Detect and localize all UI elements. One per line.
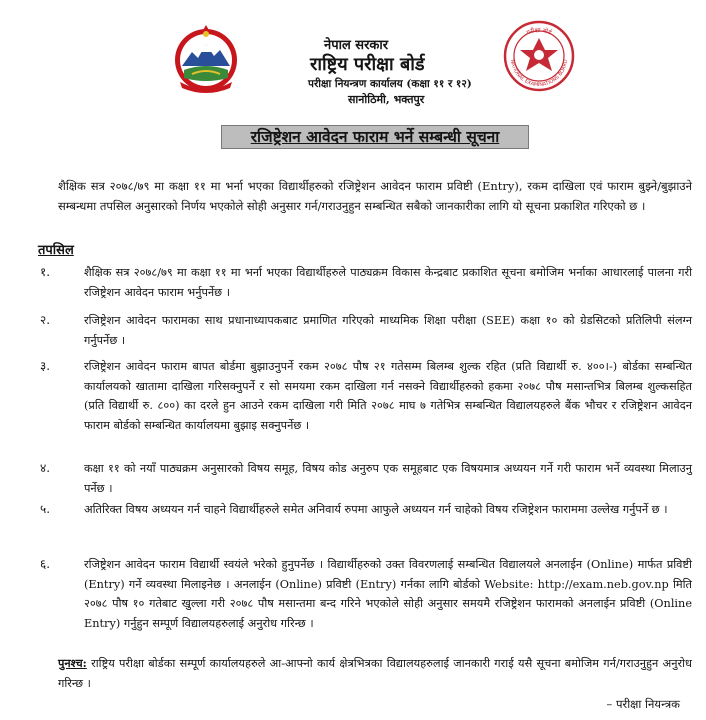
office-location: सानोठिमी, भक्तपुर [348,93,425,106]
letterhead-text [262,38,492,108]
svg-text:NATIONAL EXAMINATIONS BOARD: NATIONAL EXAMINATIONS BOARD [509,59,570,89]
svg-text:परीक्षा बोर्ड: परीक्षा बोर्ड [525,26,553,37]
item-number: ५. [40,502,51,516]
details-heading: तपसिल [38,243,74,258]
item-number: ४. [40,461,51,475]
postscript-text: राष्ट्रिय परीक्षा बोर्डका सम्पूर्ण कार्यालयहरुले आ-आफ्नो कार्य क्षेत्रभित्रका विद्यालयहरुलाई जानकारी गराई यसै सूचना बमोजिम गर्न/गराउनुहुन अनुरोध गरिन्छ । [58,657,692,690]
letterhead [0,0,706,112]
notice-title: रजिष्ट्रेशन आवेदन फाराम भर्ने सम्बन्धी सूचना [221,125,529,149]
postscript-label: पुनश्च: [58,656,87,670]
item-text: रजिष्ट्रेशन आवेदन फाराम विद्यार्थी स्वयंले भरेको हुनुपर्नेछ । विद्यार्थीहरुको उक्त विवरणलाई सम्बन्धित विद्यालयले अनलाईन (Online) मार्फत प्रविष्टी (Entry) गर्ने व्यवस्था मिलाइनेछ । अनलाईन (Online) प्रविष्टी (Entry) गर्नका लागि बोर्डको Website: http://exam.neb.gov.np मिति २०७८ पौष १० गतेबाट खुल्ला गरी २०७८ पौष मसान्तमा बन्द गरिने भएकोले सोही अनुसार समयमै रजिष्ट्रेशन फारामको अनलाईन प्रविष्टी (Online Entry) गर्नुहुन सम्पूर्ण विद्यालयहरुलाई अनुरोध गरिन्छ । [84,558,693,630]
government-name: नेपाल सरकार [324,38,389,53]
item-text: शैक्षिक सत्र २०७८/७९ मा कक्षा ११ मा भर्ना भएका विद्यार्थीहरुले पाठ्यक्रम विकास केन्द्रबाट प्रकाशित सूचना बमोजिम भर्नाका आधारलाई पालना गरी रजिष्ट्रेशन आवेदन फाराम भर्नुपर्नेछ । [84,266,692,299]
item-number: १. [40,265,51,279]
signoff: – परीक्षा नियन्त्रक [606,697,680,711]
item-number: २. [40,313,51,327]
item-text: रजिष्ट्रेशन आवेदन फारामका साथ प्रधानाध्यापकबाट प्रमाणित गरिएको माध्यमिक शिक्षा परीक्षा (SEE) कक्षा १० को ग्रेडसिटको प्रतिलिपी संलग्न गर्नुपर्नेछ । [84,314,692,347]
item-text: कक्षा ११ को नयाँ पाठ्यक्रम अनुसारको विषय समूह, विषय कोड अनुरुप एक समूहबाट एक विषयमात्र अध्ययन गर्ने गरी फाराम भर्ने व्यवस्था मिलाउनु पर्नेछ । [84,462,692,495]
intro-paragraph: शैक्षिक सत्र २०७८/७९ मा कक्षा ११ मा भर्ना भएका विद्यार्थीहरुको रजिष्ट्रेशन आवेदन फाराम प्रविष्टी (Entry), रकम दाखिला एवं फाराम बुझ्ने/बुझाउने सम्बन्धमा तपसिल अनुसारको निर्णय भएकोले सोही अनुसार गर्न/गराउनुहुन सम्बन्धित सबैको जानकारीका लागि यो सूचना प्रकाशित गरिएको छ । [58,179,692,213]
office-name: परीक्षा नियन्त्रण कार्यालय (कक्षा ११ र १२) [308,78,472,90]
nepal-emblem-icon [170,22,242,94]
item-number: ३. [40,359,51,373]
exam-board-seal-icon [503,20,575,92]
item-text: रजिष्ट्रेशन आवेदन फाराम बापत बोर्डमा बुझाउनुपर्ने रकम २०७८ पौष २१ गतेसम्म बिलम्ब शुल्क रहित (प्रति विद्यार्थी रु. ४००।-) बोर्डका सम्बन्धित कार्यालयको खातामा दाखिला गरिसक्नुपर्ने र सो समयमा रकम दाखिला गर्न नसक्ने विद्यार्थीहरुको हकमा २०७८ पौष मसान्तभित्र बिलम्ब शुल्कसहित (प्रति विद्यार्थी रु. ८००) का दरले हुन आउने रकम दाखिला गरी मिति २०७८ माघ ७ गतेभित्र सम्बन्धित विद्यालयहरुले बैंक भौचर र रजिष्ट्रेशन आवेदन फाराम बोर्डको सम्बन्धित कार्यालयमा बुझाइ सक्नुपर्नेछ । [84,360,692,432]
postscript [58,654,692,693]
item-text: अतिरिक्त विषय अध्ययन गर्न चाहने विद्यार्थीहरुले समेत अनिवार्य रुपमा आफुले अध्ययन गर्न चाहेको विषय रजिष्ट्रेशन फाराममा उल्लेख गर्नुपर्ने छ । [84,503,668,516]
board-name: राष्ट्रिय परीक्षा बोर्ड [310,54,425,75]
item-number: ६. [40,557,51,571]
